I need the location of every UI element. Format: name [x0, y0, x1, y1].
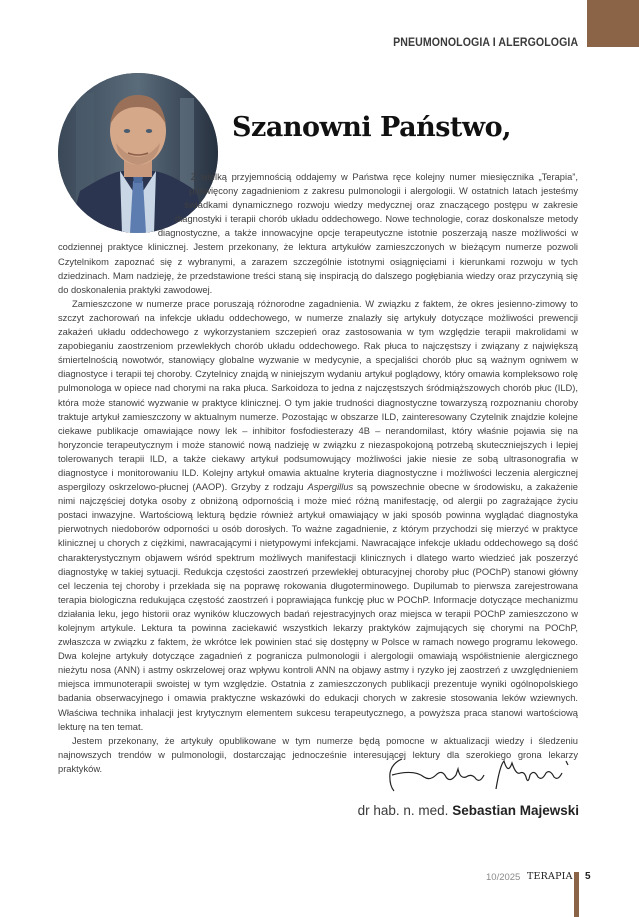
handwritten-signature	[384, 755, 584, 797]
letter-paragraph-3: Jestem przekonany, że artykuły opublikowane w tym numerze będą pomocne w aktualizacji wiedzy i śledzeniu najnowszych trendów w pulmonologii, dostarczając jednocześnie interesującej lektury dla szerokiego grona lekarzy praktyków.	[58, 735, 578, 774]
footer-issue-number: 10/2025	[486, 872, 521, 883]
footer-accent-bar	[574, 872, 579, 917]
letter-paragraph-1: Z wielką przyjemnością oddajemy w Państwa ręce kolejny numer miesięcznika „Terapia”, poświęcony zagadnieniom z zakresu pulmonologii i alergologii. W ostatnich latach jesteśmy świadkami dynamicznego rozwoju wiedzy medycznej oraz znaczącego postępu w zakresie diagnostyki i terapii chorób układu oddechowego. Nowe technologie, coraz doskonalsze metody diagnostyczne, a także innowacyjne opcje terapeutyczne istotnie poszerzają nasze możliwości w codziennej praktyce klinicznej. Jestem przekonany, że lektura artykułów zamieszczonych w bieżącym numerze pozwoli Czytelnikom zapoznać się z wybranymi, a zarazem szczególnie istotnymi osiągnięciami i kierunkami rozwoju w tych dziedzinach. Mam nadzieję, że przedstawione treści staną się inspiracją do dalszego pogłębiania wiedzy oraz przyczynią się do doskonalenia praktyki zawodowej.	[58, 172, 578, 295]
letter-paragraph-2-part-2: są powszechnie obecne w środowisku, a zakażenie nimi najczęściej dotyka osoby z obniżoną odpornością i może mieć różną manifestację, od alergii po zagrażające życiu postaci inwazyjne. Wartościową lekturą będzie również artykuł omawiający w jaki sposób powinna wyglądać diagnostyka pierwotnych niedoborów odporności u osób dorosłych. To ważne zagadnienie, z którym przychodzi się mierzyć w praktyce klinicznej u chorych z ciężkimi, nawracającymi i nietypowymi infekcjami. Nawracające infekcje układu oddechowego są dość charakterystycznym objawem wśród spektrum możliwych manifestacji klinicznych i dlatego warto wiedzieć jak poszerzyć diagnostykę w takiej sytuacji. Redukcja częstości zaostrzeń przewlekłej obturacyjnej choroby płuc (POChP) stanowi główny cel leczenia tej choroby i przekłada się na poprawę rokowania długoterminowego. Dupilumab to pierwsza zarejestrowana terapia biologiczna redukująca częstość zaostrzeń i poprawiająca funkcję płuc w POChP. Informacje dotyczące mechanizmu działania leku, jego historii oraz wyników kluczowych badań rejestracyjnych oraz miejsca w terapii POChP zamieszczono w kolejnym artykule. Lektura ta powinna zaciekawić wszystkich lekarzy praktyków zajmujących się chorymi na POChP, zwłaszcza w związku z faktem, że wkrótce lek powinien stać się dostępny w Polsce w ramach nowego programu lekowego. Dwa kolejne artykuły dotyczące zagadnień z pogranicza pulmonologii i alergologii omawiają współistnienie alergicznego nieżytu nosa (ANN) i astmy oskrzelowej oraz wpływu kontroli ANN na objawy astmy i ryzyko jej zaostrzeń z uwzględnieniem miejsca immunoterapii swoistej w tym względzie. Ostatnia z zamieszczonych publikacji prezentuje wyniki ogólnopolskiego badania obserwacyjnego i omawia praktyczne wskazówki do edukacji chorych w zakresie stosowania leków wziewnych. Właściwa technika inhalacji jest krytycznym elementem sukcesu terapeutycznego, a powyższa praca stanowi wartościową lekturę na ten temat.	[58, 482, 578, 732]
letter-paragraph-2	[58, 297, 578, 734]
signer-full-name: Sebastian Majewski	[452, 803, 579, 818]
genus-name-italic: Aspergillus	[307, 482, 354, 493]
accent-corner-block	[587, 0, 639, 47]
letter-paragraph-2-part-1: Zamieszczone w numerze prace poruszają różnorodne zagadnienia. W związku z faktem, że okres jesienno-zimowy to szczyt zachorowań na infekcje układu oddechowego, w numerze znalazły się artykuły dotyczące możliwości prewencji zakażeń układu oddechowego z wykorzystaniem szczepień oraz zastosowania w tym względzie terapii makrolidami w zapobieganiu zaostrzeniom przewlekłych chorób układu oddechowego. Rak płuca to najczęstszy i związany z największą śmiertelnością nowotwór, stanowiący globalne wyzwanie w medycynie, a specjaliści chorób płuc są ważnym ogniwem w diagnostyce i terapii tej choroby. Czytelnicy znajdą w niniejszym wydaniu artykuł poglądowy, który omawia kompleksowo rolę pulmonologa w opiece nad chorymi na raka płuca. Sarkoidoza to jedna z najczęstszych śródmiąższowych chorób płuc (ILD), która może stanowić wyzwanie w praktyce klinicznej. O tym jakie trudności diagnostyczne towarzyszą rozpoznaniu choroby traktuje artykuł zamieszczony w aktualnym numerze. Pozostając w obszarze ILD, zainteresowany Czytelnik znajdzie kolejne ciekawe publikacje omawiające nowy lek – inhibitor fosfodiesterazy 4B – nerandomilast, który właśnie pojawia się na horyzoncie terapeutycznym i może stanowić nową nadzieję w związku z niezaspokojoną potrzebą skuteczniejszych i lepiej tolerowanych terapii ILD, a także ciekawy artykuł podsumowujący możliwości jakie niesie ze sobą ultrasonografia w diagnostyce i monitorowaniu ILD. Kolejny artykuł omawia aktualne kryteria diagnostyczne i możliwości leczenia alergicznej aspergilozy oskrzelowo-płucnej (AAOP). Grzyby z rodzaju	[58, 298, 578, 493]
signer-name	[358, 803, 579, 818]
editorial-letter	[58, 170, 578, 776]
page-number: 5	[585, 871, 591, 882]
greeting-heading: Szanowni Państwo,	[232, 112, 512, 143]
section-title: PNEUMONOLOGIA I ALERGOLOGIA	[392, 37, 578, 49]
signer-academic-title: dr hab. n. med.	[357, 803, 449, 818]
footer-journal-name: TERAPIA	[527, 871, 573, 882]
